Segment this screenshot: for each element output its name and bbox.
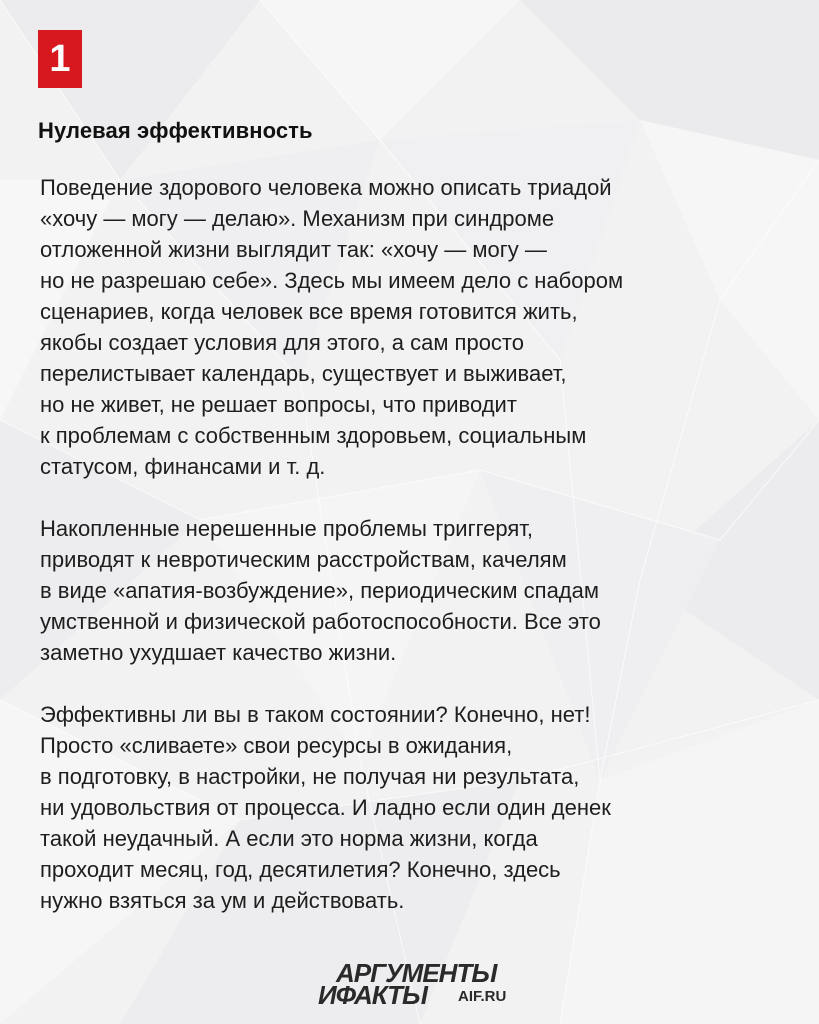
text-line: такой неудачный. А если это норма жизни, когда: [40, 826, 538, 851]
text-line: приводят к невротическим расстройствам, качелям: [40, 547, 567, 572]
section-number: 1: [49, 37, 71, 80]
paragraph: [40, 513, 810, 668]
text-line: Просто «сливаете» свои ресурсы в ожидания,: [40, 733, 513, 758]
text-line: Накопленные нерешенные проблемы триггерят,: [40, 516, 534, 541]
section-number-badge: [38, 30, 82, 88]
text-line: Эффективны ли вы в таком состоянии? Конечно, нет!: [40, 702, 591, 727]
logo-line-1: АРГУМЕНТЫ: [336, 958, 497, 988]
text-line: но не разрешаю себе». Здесь мы имеем дело с набором: [40, 268, 624, 293]
logo-site: AIF.RU: [458, 988, 507, 1005]
text-line: «хочу — могу — делаю». Механизм при синдроме: [40, 206, 555, 231]
text-line: Поведение здорового человека можно описать триадой: [40, 175, 612, 200]
logo-line-2: ИФАКТЫ: [318, 980, 427, 1010]
text-line: к проблемам с собственным здоровьем, социальным: [40, 423, 587, 448]
text-line: нужно взяться за ум и действовать.: [40, 888, 405, 913]
paragraph: [40, 699, 810, 916]
text-line: сценариев, когда человек все время готовится жить,: [40, 299, 578, 324]
text-line: якобы создает условия для этого, а сам просто: [40, 330, 524, 355]
text-line: перелистывает календарь, существует и выживает,: [40, 361, 567, 386]
text-line: в виде «апатия-возбуждение», периодическим спадам: [40, 578, 600, 603]
text-line: проходит месяц, год, десятилетия? Конечно, здесь: [40, 857, 561, 882]
paragraph: [40, 172, 810, 482]
text-line: ни удовольствия от процесса. И ладно если один денек: [40, 795, 611, 820]
text-line: умственной и физической работоспособности. Все это: [40, 609, 601, 634]
text-line: в подготовку, в настройки, не получая ни результата,: [40, 764, 580, 789]
text-line: но не живет, не решает вопросы, что приводит: [40, 392, 517, 417]
text-line: отложенной жизни выглядит так: «хочу — могу —: [40, 237, 547, 262]
page-title: Нулевая эффективность: [38, 118, 313, 143]
article-body: [40, 172, 810, 947]
aif-logo: [318, 960, 518, 1010]
text-line: статусом, финансами и т. д.: [40, 454, 326, 479]
text-line: заметно ухудшает качество жизни.: [40, 640, 397, 665]
